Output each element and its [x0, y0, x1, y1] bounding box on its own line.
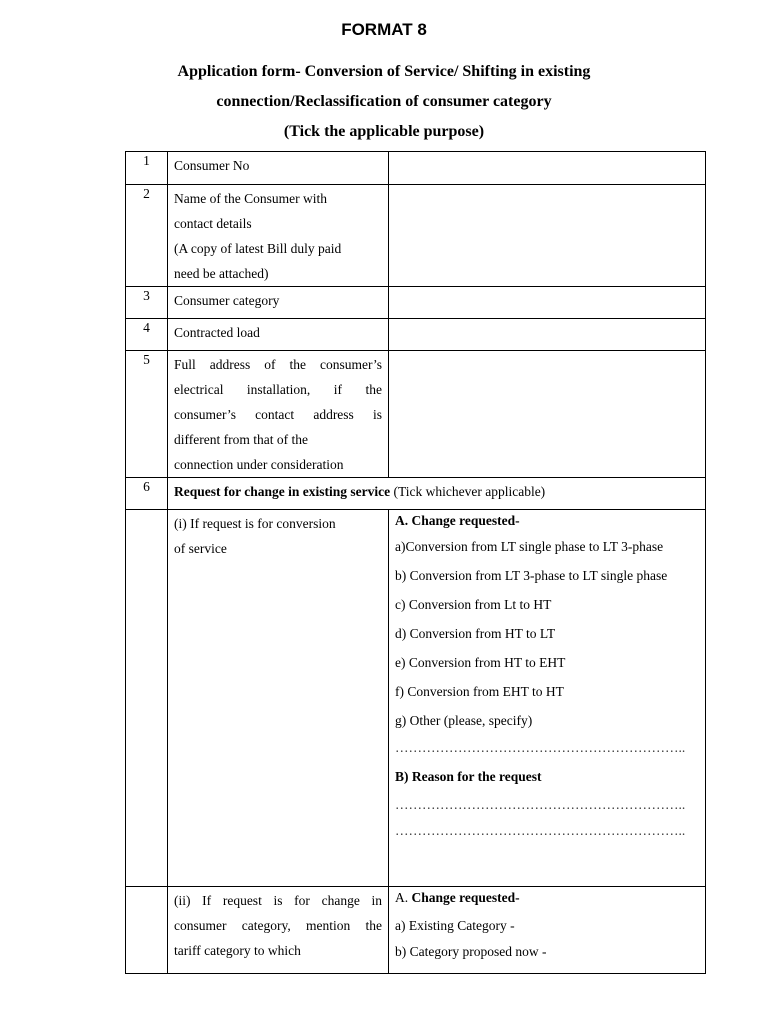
table-row [126, 351, 706, 478]
request-change-note: (Tick whichever applicable) [390, 484, 546, 499]
other-specify-line[interactable]: ……………………………………………………….. [395, 740, 686, 755]
label-line: (i) If request is for conversion [174, 516, 336, 531]
row-number: 1 [126, 152, 168, 185]
request-change-heading [168, 478, 706, 510]
field-value-installation-address[interactable] [389, 351, 706, 478]
field-label-contracted-load: Contracted load [168, 319, 389, 351]
option-lt-single-to-3phase[interactable]: a)Conversion from LT single phase to LT 3-phase [395, 539, 664, 554]
reason-line-1[interactable]: ……………………………………………………….. [395, 797, 686, 812]
format-title: FORMAT 8 [341, 20, 427, 39]
table-row [126, 152, 706, 185]
table-row [126, 887, 706, 974]
label-line: consumer’s contact address is [174, 407, 382, 422]
field-label-consumer-name [168, 185, 389, 287]
field-value-consumer-category[interactable] [389, 287, 706, 319]
field-value-consumer-name[interactable] [389, 185, 706, 287]
row-number: 6 [126, 478, 168, 510]
label-line: consumer category, mention the [174, 918, 382, 933]
table-row [126, 287, 706, 319]
table-row [126, 478, 706, 510]
row-number-empty [126, 510, 168, 887]
section-i-label [168, 510, 389, 887]
section-ii-label [168, 887, 389, 974]
form-heading-line-1: Application form- Conversion of Service/ Shifting in existing [177, 63, 591, 80]
table-row [126, 185, 706, 287]
field-value-consumer-no[interactable] [389, 152, 706, 185]
field-value-contracted-load[interactable] [389, 319, 706, 351]
label-line: need be attached) [174, 266, 269, 281]
label-line: electrical installation, if the [174, 382, 382, 397]
request-change-title: Request for change in existing service [174, 484, 391, 499]
row-number: 2 [126, 185, 168, 287]
row-number: 3 [126, 287, 168, 319]
option-lt-to-ht[interactable]: c) Conversion from Lt to HT [395, 597, 552, 612]
form-heading-line-3: (Tick the applicable purpose) [283, 123, 485, 140]
reason-line-2[interactable]: ……………………………………………………….. [395, 823, 686, 838]
field-label-installation-address [168, 351, 389, 478]
option-ht-to-lt[interactable]: d) Conversion from HT to LT [395, 626, 556, 641]
proposed-category-field[interactable]: b) Category proposed now - [395, 944, 547, 959]
row-number: 5 [126, 351, 168, 478]
label-line: Full address of the consumer’s [174, 357, 382, 372]
application-form-table [125, 151, 706, 974]
change-requested-heading: A. Change requested- [395, 513, 520, 528]
option-eht-to-ht[interactable]: f) Conversion from EHT to HT [395, 684, 564, 699]
label-line: tariff category to which [174, 943, 301, 958]
table-row [126, 319, 706, 351]
option-ht-to-eht[interactable]: e) Conversion from HT to EHT [395, 655, 566, 670]
field-label-consumer-no: Consumer No [168, 152, 389, 185]
section-ii-options [389, 887, 706, 974]
field-label-consumer-category: Consumer category [168, 287, 389, 319]
label-line: different from that of the [174, 432, 308, 447]
label-line: connection under consideration [174, 457, 344, 472]
label-line: (A copy of latest Bill duly paid [174, 241, 342, 256]
reason-heading: B) Reason for the request [395, 769, 542, 784]
label-line: contact details [174, 216, 252, 231]
change-requested-heading-ii: A. Change requested- [395, 890, 520, 905]
label-line: Name of the Consumer with [174, 191, 327, 206]
option-lt-3phase-to-single[interactable]: b) Conversion from LT 3-phase to LT single phase [395, 568, 668, 583]
label-line: of service [174, 541, 227, 556]
option-other[interactable]: g) Other (please, specify) [395, 713, 533, 728]
table-row [126, 510, 706, 887]
label-line: (ii) If request is for change in [174, 893, 382, 908]
row-number: 4 [126, 319, 168, 351]
row-number-empty [126, 887, 168, 974]
existing-category-field[interactable]: a) Existing Category - [395, 918, 515, 933]
form-heading-line-2: connection/Reclassification of consumer category [216, 93, 552, 110]
section-i-options [389, 510, 706, 887]
